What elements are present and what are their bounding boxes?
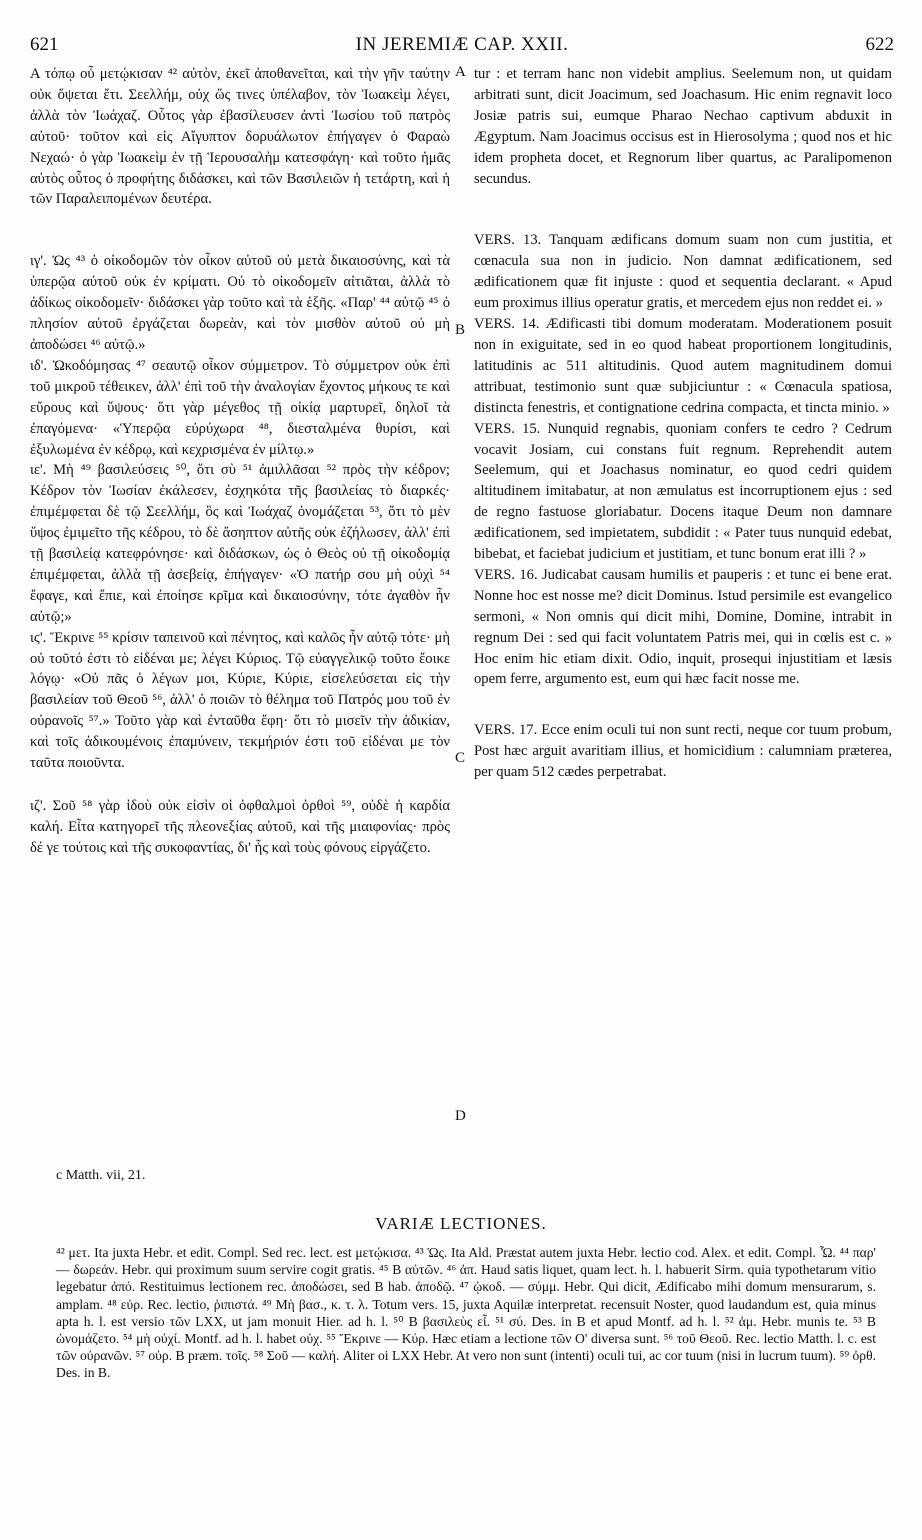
greek-paragraph: ιϛ'. Ἔκρινε ⁵⁵ κρίσιν ταπεινοῦ καὶ πένητος, καὶ καλῶς ἦν αὐτῷ τότε· μὴ οὐ τοῦτό ἐστι τὸ εἰδέναι με; λέγει Κύριος. Τῷ εὐαγγελικῷ τοῦτο ἔοικε λόγῳ· «Οὐ πᾶς ὁ λέγων μοι, Κύριε, Κύριε, εἰσελεύσεται εἰς τὴν βασιλείαν τοῦ Θεοῦ ⁵⁶, ἀλλ' ὁ ποιῶν τὸ θέλημα τοῦ Πατρός μου τοῦ ἐν οὐρανοῖς ⁵⁷.» Τοῦτο γὰρ καὶ ἐνταῦθα ἔφη· ὅτι τὸ μισεῖν τὴν ἀδικίαν, καὶ τοῖς ἀδικουμένοις ἐπαμύνειν, τεκμήριόν ἐστι τοῦ εἰδέναι με τὸν ταῦτα ποιοῦντα. bbox=[30, 629, 450, 772]
latin-paragraph: VERS. 17. Ecce enim oculi tui non sunt recti, neque cor tuum probum, Post hæc arguit avaritiam illius, et homicidium : calumniam præterea, per quam 512 cædes perpetrabat. bbox=[474, 722, 892, 781]
running-title: IN JEREMIÆ CAP. XXII. bbox=[355, 34, 569, 55]
greek-paragraph: A τόπῳ οὗ μετῴκισαν ⁴² αὐτὸν, ἐκεῖ ἀποθανεῖται, καὶ τὴν γῆν ταύτην οὐκ ὄψεται ἔτι. Σεελλήμ, οὐχ ὥς τινες ὑπέλαβον, τὸν Ἰωακεὶμ λέγει, ἀλλὰ τὸν Ἰωάχαζ. Οὗτος γὰρ ἐβασίλευσεν ἀντὶ Ἰωσίου τοῦ πατρὸς αὐτοῦ· τοῦτον καὶ εἰς Αἴγυπτον δορυάλωτον ἐπήγαγεν ὁ Φαραὼ Νεχαώ· ὁ γὰρ Ἰωακεὶμ ἐν τῇ Ἱερουσαλὴμ κατεσφάγη· καὶ τοῦτο ἡμᾶς αὐτὸς οὗτος ὁ προφήτης διδάσκει, καὶ τῶν Βασιλειῶν ἡ τετάρτη, καὶ ἡ τῶν Παραλειπομένων δευτέρα. bbox=[30, 66, 450, 208]
greek-paragraph: ιδ'. Ὠκοδόμησας ⁴⁷ σεαυτῷ οἶκον σύμμετρον. Τὸ σύμμετρον οὐκ ἐπὶ τοῦ μικροῦ τέθεικεν, ἀλλ' ἐπὶ τοῦ τὴν ἀναλογίαν ἔχοντος μήκους τε καὶ εὔρους καὶ ὕψους· ὅτι γὰρ μέγεθος τῇ οἰκίᾳ μαρτυρεῖ, δηλοῖ τὰ ἐπαγόμενα· «Ὑπερῷα εὐρύχωρα ⁴⁸, διεσταλμένα θυρίσι, καὶ ἐξυλωμένα ἐν κέδρῳ, καὶ κεχρισμένα ἐν μίλτῳ.» bbox=[30, 357, 450, 458]
latin-paragraph: VERS. 15. Nunquid regnabis, quoniam confers te cedro ? Cedrum vocavit Josiam, cui constans fuit regnum. Reprehendit autem Seelemum, qui et Joachasus nominatur, eo quod cedri quidem altitudinem imitabatur, at non æmulatus est incorruptionem ejus : sed de regno fastuose gloriabatur. Docens itaque Deum non damnare ædificationem, sed impietatem, subdidit : « Pater tuus nunquid edebat, bibebat, et faciebat judicium et justitiam, et tunc bonum erat illi ? » bbox=[474, 420, 892, 563]
greek-column bbox=[30, 64, 450, 859]
running-header bbox=[30, 34, 894, 58]
latin-paragraph: VERS. 13. Tanquam ædificans domum suam non cum justitia, et cœnacula sua non in judicio. Non damnat ædificationem, sed ædificationem quæ fit injuste : quod et sequentia declarant. « Apud eum proximus illius operatur gratis, et mercedem ejus non reddet ei. » bbox=[474, 232, 892, 312]
section-marker-a: A bbox=[455, 64, 466, 80]
page-number-left: 621 bbox=[30, 34, 59, 55]
section-marker-c: C bbox=[455, 750, 466, 766]
footnote: c Matth. vii, 21. bbox=[56, 1168, 146, 1183]
page-number-right: 622 bbox=[865, 34, 894, 55]
greek-paragraph: ιζ'. Σοῦ ⁵⁸ γὰρ ἰδοὺ οὐκ εἰσὶν οἱ ὀφθαλμοὶ ὀρθοὶ ⁵⁹, οὐδὲ ἡ καρδία καλή. Εἶτα κατηγορεῖ τῆς πλεονεξίας αὐτοῦ, καὶ τῆς μιαιφονίας· πρὸς δέ γε τούτοις καὶ τῆς συκοφαντίας, δι' ἧς καὶ τοὺς φόνους εἰργάζετο. bbox=[30, 798, 450, 856]
latin-paragraph: VERS. 16. Judicabat causam humilis et pauperis : et tunc ei bene erat. Nonne hoc est nosse me? dicit Dominus. Istud persimile est evangelico sermoni, « Non omnis qui dicit mihi, Domine, Domine, intrabit in regnum Dei : sed qui facit voluntatem Patris mei, qui in cœlis est c. » Hoc enim hic etiam dixit. Odio, inquit, prosequi injustitiam et læsis opem ferre, argumento est, eum qui hæc facit nosse me. bbox=[474, 566, 892, 688]
variae-lectiones-heading: VARIÆ LECTIONES. bbox=[375, 1214, 547, 1233]
greek-paragraph: ιε'. Μὴ ⁴⁹ βασιλεύσεις ⁵⁰, ὅτι σὺ ⁵¹ ἀμιλλᾶσαι ⁵² πρὸς τὴν κέδρον; Κέδρον τὸν Ἰωσίαν ἐκάλεσεν, ἐσχηκότα τῆς βασιλείας τὸ διαρκές· ἐπιμέμφεται δὲ τῷ Σεελλήμ, ὃς καὶ Ἰωάχαζ ὀνομάζεται ⁵³, ὅτι τὸ μὲν ὕψος ἐμιμεῖτο τῆς κέδρου, τὸ δὲ ἄσηπτον αὐτῆς οὐκ ἐζήλωσεν, ἀλλ' ἐπὶ τῇ βασιλείᾳ κατεφρόνησε· καὶ διδάσκων, ὡς ὁ Θεὸς οὐ τῇ οἰκοδομίᾳ ἐπιμέμφεται, ἀλλὰ τῇ ἀσεβείᾳ, ἐπήγαγεν· «Ὁ πατήρ σου μὴ οὐχὶ ⁵⁴ ἔφαγε, καὶ ἔπιε, καὶ ἐποίησε κρῖμα καὶ δικαιοσύνην, τότε ἀγαθὸν ἦν αὐτῷ;» bbox=[30, 462, 450, 625]
variae-lectiones-text: ⁴² μετ. Ita juxta Hebr. et edit. Compl. Sed rec. lect. est μετῴκισα. ⁴³ Ὡς. Ita Ald. Præstat autem juxta Hebr. lectio cod. Alex. et edit. Compl. Ὦ. ⁴⁴ παρ' — δωρεάν. Hebr. qui proximum suum servire cogit gratis. ⁴⁵ B αὐτῶν. ⁴⁶ ἀπ. Haud satis liquet, quam lect. h. l. habuerit Sirm. quia typothetarum vitio legebatur ἀπό. Restituimus lectionem rec. ἀποδώσει, sed B hab. ἀποδῷ. ⁴⁷ ᾠκοδ. — σύμμ. Hebr. Qui dicit, Ædificabo mihi domum mensurarum, s. amplam. ⁴⁸ εὐρ. Rec. lectio, ῥιπιστά. ⁴⁹ Μὴ βασ., κ. τ. λ. Totum vers. 15, juxta Aquilæ interpretat. recensuit Noster, quod laudandum est, quia minus apta h. l. est versio τῶν LXX, ut jam monuit Hier. ad h. l. ⁵⁰ B βασιλεὺς εἶ. ⁵¹ σύ. Des. in B et apud Montf. ad h. l. ⁵² ἁμ. Hebr. munis te. ⁵³ B ὠνομάζετο. ⁵⁴ μὴ οὐχί. Montf. ad h. l. habet οὐχ. ⁵⁵ Ἔκρινε — Κύρ. Hæc etiam a lectione τῶν Ο' diversa sunt. ⁵⁶ τοῦ Θεοῦ. Rec. lectio Matth. l. c. est τῶν οὐρανῶν. ⁵⁷ οὐρ. B præm. τοῖς. ⁵⁸ Σοῦ — καλή. Aliter oi LXX Hebr. At vero non sunt (intenti) oculi tui, ac cor tuum (nisi in lucrum tuum). ⁵⁹ ὀρθ. Des. in B. bbox=[56, 1245, 876, 1381]
latin-paragraph: tur : et terram hanc non videbit amplius. Seelemum non, ut quidam arbitrati sunt, dicit Joacimum, sed Joachasum. Hic enim regnavit loco Josiæ patris sui, eumque Pharao Nechao captivum abduxit in Ægyptum. Nam Joacimus occisus est in Hierosolyma ; quod nos et hic idem propheta docet, et Regnorum liber quartus, ac Paralipomenon secundus. bbox=[474, 66, 892, 187]
latin-paragraph: VERS. 14. Ædificasti tibi domum moderatam. Moderationem posuit non in exiguitate, sed in eo quod habeat proportionem longitudinis, latitudinis ac 511 altitudinis. Quod autem magnitudinem domui attribuat, testimonio sunt quæ subjiciuntur : « Cœnacula spatiosa, distincta fenestris, et contignatione cedrina compacta, et tincta minio. » bbox=[474, 316, 892, 416]
greek-paragraph: ιγ'. Ὡς ⁴³ ὁ οἰκοδομῶν τὸν οἶκον αὐτοῦ οὐ μετὰ δικαιοσύνης, καὶ τὰ ὑπερῷα αὐτοῦ οὐκ ἐν κρίματι. Οὐ τὸ οἰκοδομεῖν αἰτιᾶται, ἀλλὰ τὸ ἀδίκως οἰκοδομεῖν· διδάσκει γὰρ τοῦτο καὶ τὰ ἑξῆς. «Παρ' ⁴⁴ αὐτῷ ⁴⁵ ὁ πλησίον αὐτοῦ ἐργάζεται δωρεὰν, καὶ τὸν μισθὸν αὐτοῦ οὐ μὴ ἀποδώσει ⁴⁶ αὐτῷ.» bbox=[30, 253, 450, 353]
section-marker-d: D bbox=[455, 1108, 466, 1124]
section-marker-b: B bbox=[455, 322, 466, 338]
latin-column bbox=[474, 64, 892, 783]
